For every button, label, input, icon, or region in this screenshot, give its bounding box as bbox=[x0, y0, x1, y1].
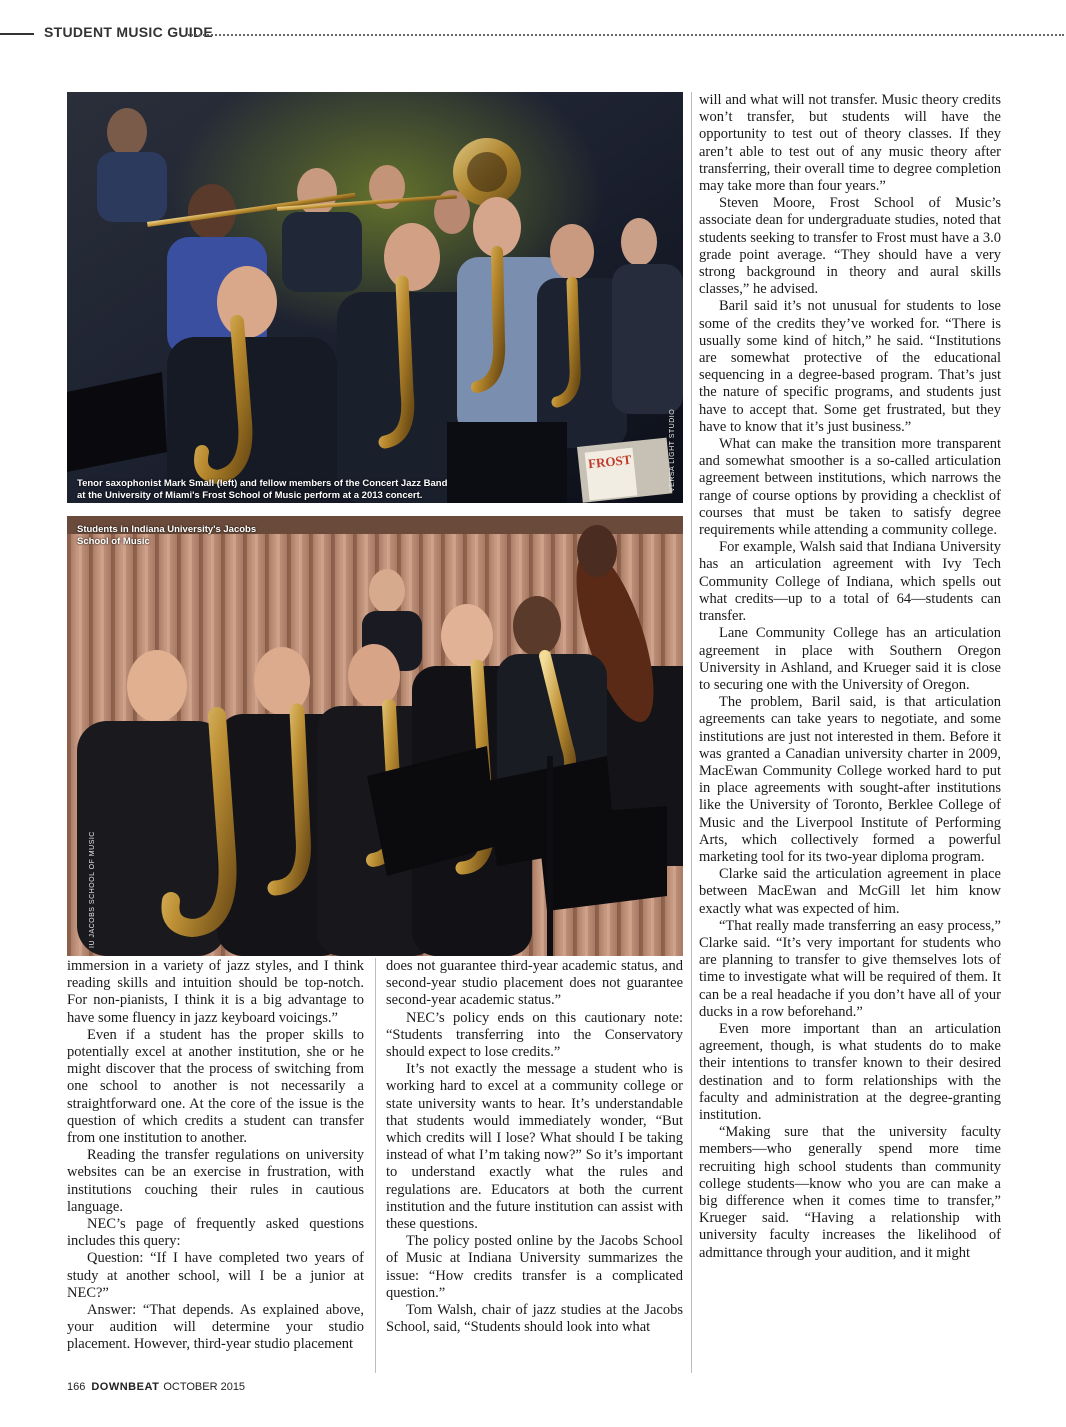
paragraph: It’s not exactly the message a student who is working hard to excel at a community college or state university wants to hear. It’s understandable that students would immediately wonder, “But which credits will I lose? What should I be taking instead of what I’m taking now?” So it’s important to understand exactly what the rules and regulations are. Educators at both the current institution and the future institution can assist with these questions. bbox=[386, 1061, 683, 1233]
paragraph: Steven Moore, Frost School of Music’s associate dean for undergraduate studies, noted that students seeking to transfer to Frost must have a 3.0 grade point average. “They should have a very strong background in theory and aural skills classes,” he advised. bbox=[699, 195, 1001, 298]
frost-sign-text: FROST bbox=[587, 451, 633, 472]
paragraph: Tom Walsh, chair of jazz studies at the Jacobs School, said, “Students should look into what bbox=[386, 1302, 683, 1336]
paragraph: “That really made transferring an easy process,” Clarke said. “It’s very important for students who are planning to transfer to give themselves lots of time to investigate what will be required of them. It can be a real headache if you don’t have all of your ducks in a row beforehand.” bbox=[699, 917, 1001, 1020]
paragraph: immersion in a variety of jazz styles, and I think reading skills and intuition should be top-notch. For non-pianists, I think it is a big advantage to have some fluency in jazz keyboard voicings.” bbox=[67, 958, 364, 1026]
paragraph: Reading the transfer regulations on university websites can be an exercise in frustration, with institutions couching their rules in cautious language. bbox=[67, 1147, 364, 1215]
column-rule bbox=[691, 92, 692, 1373]
article-column-b bbox=[386, 958, 683, 1336]
frost-sign bbox=[585, 448, 638, 501]
paragraph: Question: “If I have completed two years of study at another school, will I be a junior at NEC?” bbox=[67, 1250, 364, 1301]
paragraph: Lane Community College has an articulation agreement in place with Southern Oregon University in Ashland, and Krueger said it is close to securing one with the University of Oregon. bbox=[699, 625, 1001, 693]
photo-jacobs-school-students bbox=[67, 516, 683, 956]
paragraph: The policy posted online by the Jacobs School of Music at Indiana University summarizes the issue: “How credits transfer is a complicated question.” bbox=[386, 1233, 683, 1301]
paragraph: NEC’s page of frequently asked questions includes this query: bbox=[67, 1216, 364, 1250]
photo2-credit: IU JACOBS SCHOOL OF MUSIC bbox=[89, 831, 96, 948]
magazine-name: DOWNBEAT bbox=[91, 1381, 160, 1393]
article-column-c bbox=[699, 92, 1001, 1262]
paragraph: NEC’s policy ends on this cautionary note: “Students transferring into the Conservatory should expect to lose credits.” bbox=[386, 1009, 683, 1061]
photo-frost-concert-jazz-band bbox=[67, 92, 683, 503]
paragraph: Answer: “That depends. As explained above, your audition will determine your studio placement. However, third-year studio placement bbox=[67, 1302, 364, 1353]
header-rule bbox=[0, 33, 34, 35]
paragraph: does not guarantee third-year academic status, and second-year studio placement does not guarantee second-year academic status.” bbox=[386, 958, 683, 1009]
column-rule bbox=[375, 958, 376, 1373]
paragraph: Even if a student has the proper skills to potentially excel at another institution, she or he might discover that the process of switching from one school to another is not necessarily a straightforward one. At the core of the issue is the question of which credits a student can transfer from one institution to another. bbox=[67, 1026, 364, 1147]
photo1-credit: VERSA LIGHT STUDIO bbox=[669, 408, 676, 492]
paragraph: What can make the transition more transparent and somewhat smoother is a so-called articulation agreement between institutions, which narrows the range of course options by providing a checklist of courses that must be taken to satisfy degree requirements while attending a community college. bbox=[699, 436, 1001, 539]
section-header bbox=[0, 22, 1066, 46]
paragraph: For example, Walsh said that Indiana University has an articulation agreement with Ivy Tech Community College of Indiana, which spells out what credits—up to a total of 64—students can transfer. bbox=[699, 539, 1001, 625]
paragraph: will and what will not transfer. Music theory credits won’t transfer, but students will have the opportunity to test out of theory classes. If they aren’t able to test out of any music theory after transferring, their overall time to degree completion may take more than four years.” bbox=[699, 92, 1001, 195]
photo1-caption: Tenor saxophonist Mark Small (left) and fellow members of the Concert Jazz Band at the University of Miami's Frost School of Music perform at a 2013 concert. bbox=[77, 478, 448, 501]
photo2-caption: Students in Indiana University's Jacobs School of Music bbox=[77, 524, 257, 547]
paragraph: Even more important than an articulation agreement, though, is what students do to make their intentions to transfer known to their desired destination and to form relationships with the faculty and administration at the degree-granting institution. bbox=[699, 1020, 1001, 1123]
paragraph: Baril said it’s not unusual for students to lose some of the credits they’ve worked for. “There is usually some kind of hitch,” he said. “Institutions are somewhat protective of the educational sequencing in a degree-based program. That’s just the nature of specific programs, and students just have to accept that. Some get frustrated, but they have to know that it’s just business.” bbox=[699, 298, 1001, 435]
issue-date: OCTOBER 2015 bbox=[163, 1381, 246, 1393]
students-photo-illustration bbox=[67, 516, 683, 956]
article-column-a bbox=[67, 958, 364, 1354]
header-dotted-rule bbox=[188, 34, 1064, 36]
paragraph: Clarke said the articulation agreement in place between MacEwan and McGill let him know exactly what was expected of him. bbox=[699, 866, 1001, 917]
paragraph: “Making sure that the university faculty members—who generally spend more time recruiting high school students than community college students—know who you are can make a big difference when it comes time to transfer,” Krueger said. “Having a relationship with university faculty increases the likelihood of admittance through your audition, and it might bbox=[699, 1124, 1001, 1261]
paragraph: The problem, Baril said, is that articulation agreements can take years to negotiate, and some institutions are just not interested in them. Before it was granted a Canadian university charter in 2009, MacEwan Community College worked hard to put in place agreements with sought-after institutions like the University of Toronto, Berklee College of Music and the Liverpool Institute of Performing Arts, which collectively formed a powerful marketing tool for its two-year diploma program. bbox=[699, 694, 1001, 865]
page-number: 166 bbox=[67, 1381, 86, 1393]
section-title: STUDENT MUSIC GUIDE bbox=[44, 24, 214, 40]
band-photo-illustration bbox=[67, 92, 683, 503]
page-footer bbox=[67, 1381, 245, 1393]
